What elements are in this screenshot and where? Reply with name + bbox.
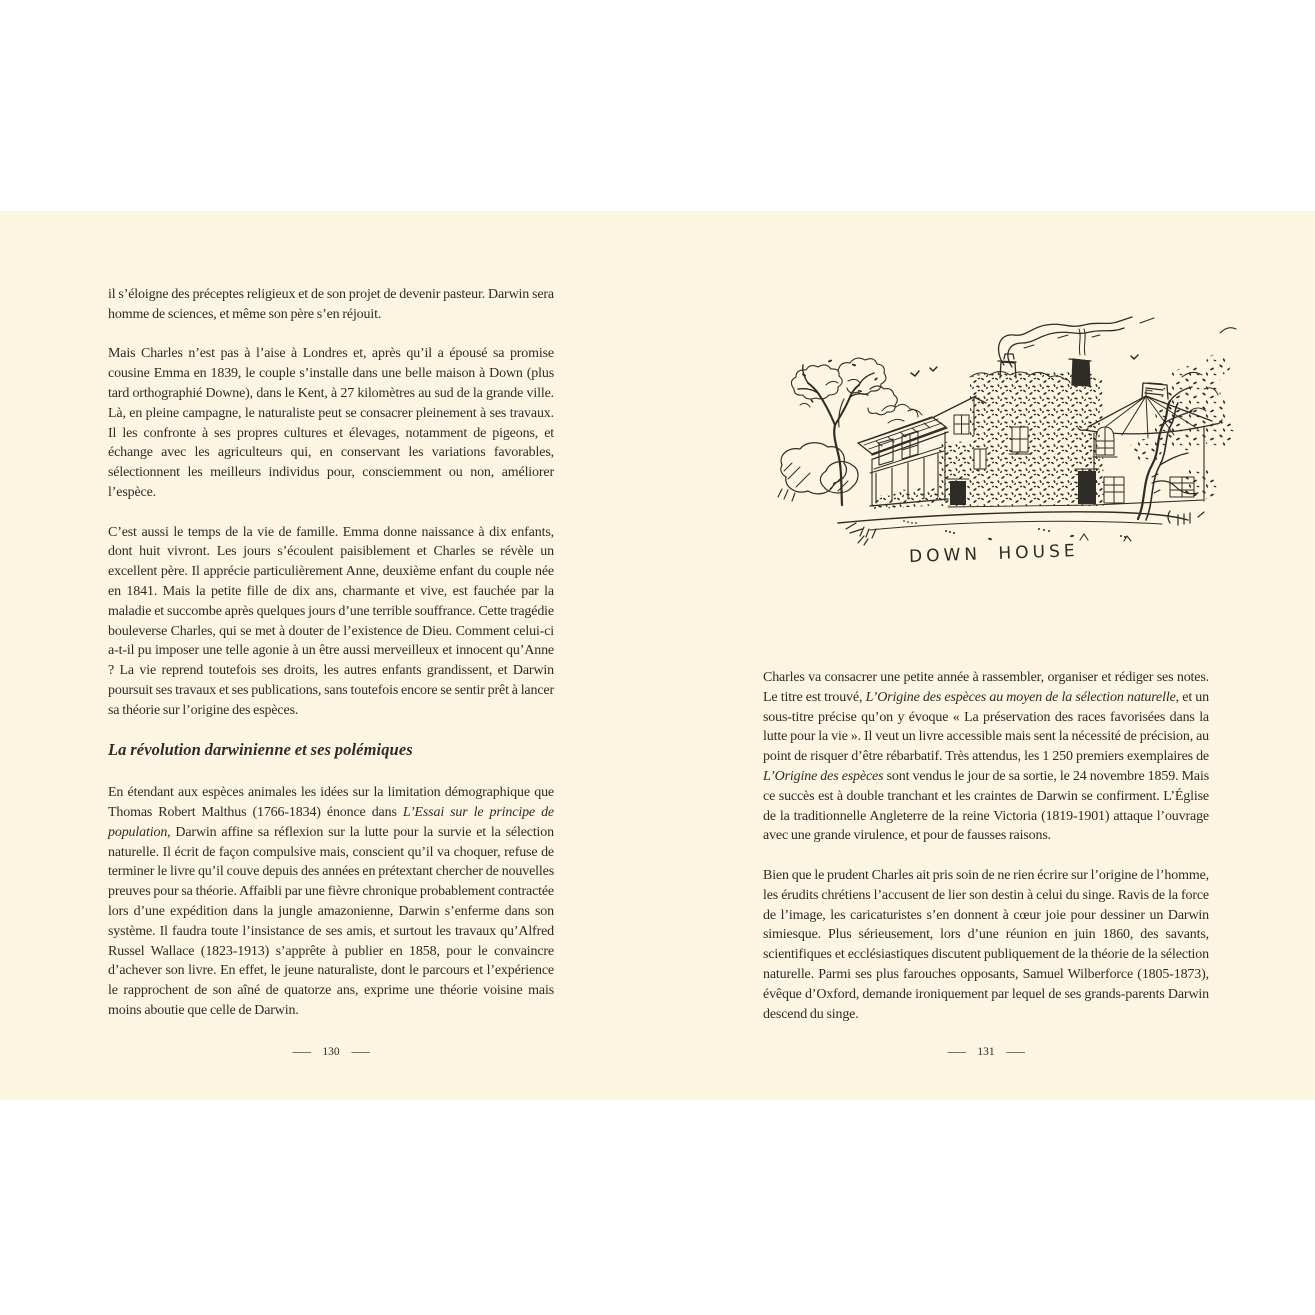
footer-dash: — — [292, 1046, 311, 1058]
window — [1104, 477, 1124, 503]
window — [974, 449, 986, 469]
paper-spread — [0, 211, 1315, 1100]
paragraph: Mais Charles n’est pas à l’aise à Londres et, après qu’il a épousé sa promise cousine Emma en 1839, le couple s’installe dans une belle maison à Down (plus tard orthographié Downe), dans le Kent, à 27 kilomètres au sud de la grande ville. Là, en pleine campagne, le naturaliste peut se consacrer pleinement à ses travaux. Il les confronte à ses propres cultures et élevages, notamment de pigeons, et échange avec les agriculteurs qui, en conservant les variations favorables, sélectionnent les meilleurs individus pour, consciemment ou non, améliorer l’espèce. — [108, 346, 554, 500]
illustration-caption: DOWN HOUSE — [908, 541, 1079, 567]
paragraph: il s’éloigne des préceptes religieux et de son projet de devenir pasteur. Darwin sera homme de sciences, et même son père s’en réjouit. — [108, 287, 554, 322]
paragraph: Bien que le prudent Charles ait pris soin de ne rien écrire sur l’origine de l’homme, les érudits chrétiens l’accusent de lier son destin à celui du singe. Ravis de la force de l’image, les caricaturistes s’en donnent à cœur joie pour dessiner un Darwin simiesque. Plus sérieusement, lors d’une réunion en juin 1860, des savants, scientifiques et ecclésiastiques discutent publiquement de la théorie de la sélection naturelle. Parmi ses plus farouches opposants, Samuel Wilberforce (1805-1873), évêque d’Oxford, demande ironiquement par lequel de ses grands-parents Darwin descend du singe. — [763, 867, 1209, 1022]
window — [954, 415, 969, 434]
paragraph: En étendant aux espèces animales les idées sur la limitation démographique que Thomas Robert Malthus (1766-1834) énonce dans L’Essai sur le principe de population, Darwin affine sa réflexion sur la lutte pour la survie et la sélection naturelle. Il écrit de façon compulsive mais, conscient qu’il va choquer, refuse de terminer le livre qu’il couve depuis des années en prétextant chercher de nouvelles preuves pour sa théorie. Affaibli par une fièvre chronique probablement contractée lors d’une expédition dans la jungle amazonienne, Darwin s’enferme dans son système. Il faudra toute l’insistance de ses amis, et surtout les travaux qu’Alfred Russel Wallace (1823-1913) s’apprête à publier en 1858, pour le convaincre d’achever son livre. En effet, le jeune naturaliste, dont le parcours et l’expérience le rapprochent de son aîné de quatorze ans, exprime une théorie voisine mais moins aboutie que celle de Darwin. — [108, 785, 554, 1018]
right-text-column — [763, 668, 1209, 1044]
section-heading: La révolution darwinienne et ses polémiques — [108, 740, 413, 760]
window — [1009, 427, 1031, 454]
veranda-wing — [858, 417, 948, 509]
page-number-right: 131 — [977, 1046, 995, 1058]
page-footer-left — [108, 1046, 554, 1058]
down-house-illustration — [742, 293, 1242, 578]
down-house-sketch — [742, 293, 1242, 578]
footer-dash: — — [351, 1046, 370, 1058]
rocks — [778, 443, 858, 501]
paragraph: C’est aussi le temps de la vie de famille. Emma donne naissance à dix enfants, dont huit vivront. Les jours s’écoulent paisiblement et Charles se révèle un excellent père. Il apprécie particulièrement Anne, deuxième enfant du couple née en 1841. Mais la petite fille de dix ans, charmante et vive, est fauchée par la maladie et succombe après quelques jours d’une terrible souffrance. Cette tragédie bouleverse Charles, qui se met à douter de l’existence de Dieu. Comment celui-ci a-t-il pu imposer une telle agonie à un être aussi merveilleux et innocent qu’Anne ? La vie reprend toutefois ses droits, les autres enfants grandissent, et Darwin poursuit ses travaux et ses publications, sans toutefois encore se sentir prêt à lancer sa théorie sur l’origine des espèces. — [108, 524, 554, 718]
page-number-left: 130 — [322, 1046, 340, 1058]
tree-right — [1138, 354, 1236, 520]
paragraph: Charles va consacrer une petite année à rassembler, organiser et rédiger ses notes. Le titre est trouvé, L’Origine des espèces au moyen de la sélection naturelle, et un sous-titre précise qu’on y évoque « La préservation des races favorisées dans la lutte pour la vie ». Il veut un livre accessible mais sent la nécessité de précision, au point de risquer d’être rébarbatif. Très attendus, les 1 250 premiers exemplaires de L’Origine des espèces sont vendus le jour de sa sortie, le 24 novembre 1859. Mais ce succès est à double tranchant et les craintes de Darwin se confirment. L’Église de la traditionnelle Angleterre de la reine Victoria (1819-1901) attaque l’ouvrage avec une grande virulence, et pour de fausses raisons. — [763, 670, 1210, 844]
footer-dash: — — [1006, 1046, 1025, 1058]
page-footer-right — [763, 1046, 1209, 1058]
door-dark — [947, 479, 969, 505]
left-text-column — [108, 285, 554, 1040]
footer-dash: — — [947, 1046, 966, 1058]
